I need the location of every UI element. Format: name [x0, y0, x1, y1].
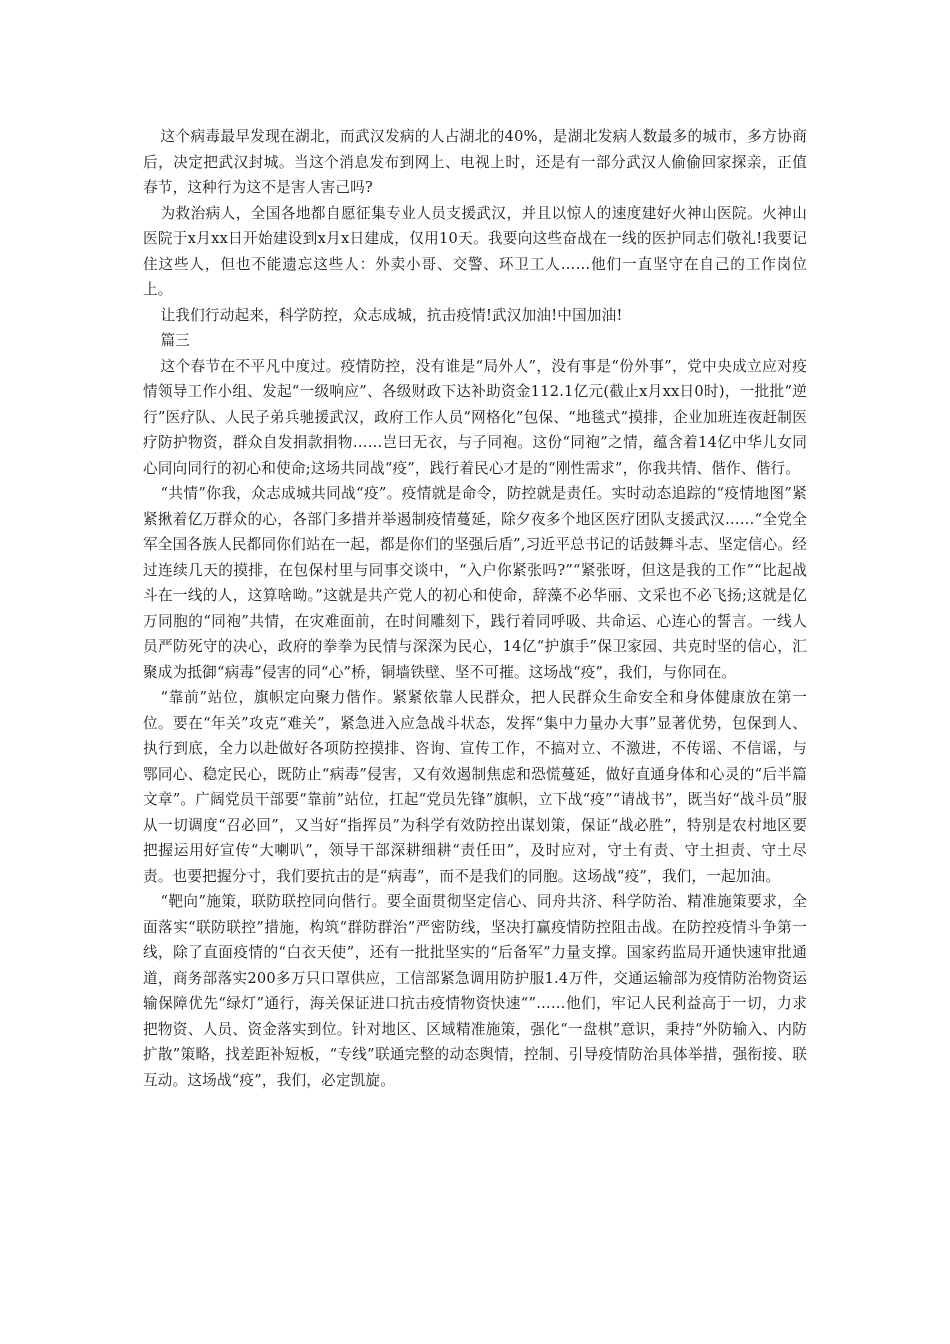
paragraph: 为救治病人，全国各地都自愿征集专业人员支援武汉，并且以惊人的速度建好火神山医院。火神山医院于x月xx日开始建设到x月x日建成，仅用10天。我要向这些奋战在一线的医护同志们敬礼!我要记住这些人，但也不能遗忘这些人：外卖小哥、交警、环卫工人……他们一直坚守在自己的工作岗位上。 [143, 204, 807, 298]
paragraph: “共情”你我，众志成城共同战“疫”。疫情就是命令，防控就是责任。实时动态追踪的“疫情地图”紧紧揪着亿万群众的心，各部门多措并举遏制疫情蔓延，除夕夜多个地区医疗团队支援武汉……“全党全军全国各族人民都同你们站在一起，都是你们的坚强后盾”,习近平总书记的话鼓舞斗志、坚定信心。经过连续几天的摸排，在包保村里与同事交谈中，“入户你紧张吗?”“紧张呀，但这是我的工作”“比起战斗在一线的人，这算啥呦。”这就是共产党人的初心和使命，辞藻不必华丽、文采也不必飞扬;这就是亿万同胞的“同袍”共情，在灾难面前，在时间雕刻下，践行着同呼吸、共命运、心连心的誓言。一线人员严防死守的决心，政府的拳拳为民情与深深为民心，14亿“护旗手”保卫家园、共克时坚的信心，汇聚成为抵御“病毒”侵害的同“心”桥，铜墙铁壁、坚不可摧。这场战“疫”，我们，与你同在。 [143, 485, 807, 681]
paragraph: 这个春节在不平凡中度过。疫情防控，没有谁是“局外人”，没有事是“份外事”，党中央成立应对疫情领导工作小组、发起“一级响应”、各级财政下达补助资金112.1亿元(截止x月xx日0时)，一批批“逆行”医疗队、人民子弟兵驰援武汉，政府工作人员“网格化”包保、“地毯式”摸排，企业加班连夜赶制医疗防护物资，群众自发捐款捐物……岂曰无衣，与子同袍。这份“同袍”之情，蕴含着14亿中华儿女同心同向同行的初心和使命;这场共同战“疫”，践行着民心才是的“刚性需求”，你我共情、偕作、偕行。 [143, 357, 807, 477]
paragraph: “靠前”站位，旗帜定向聚力偕作。紧紧依靠人民群众，把人民群众生命安全和身体健康放在第一位。要在“年关”攻克“难关”，紧急进入应急战斗状态，发挥“集中力量办大事”显著优势，包保到人、执行到底，全力以赴做好各项防控摸排、咨询、宣传工作，不搞对立、不激进，不传谣、不信谣，与鄂同心、稳定民心，既防止“病毒”侵害，又有效遏制焦虑和恐慌蔓延，做好直通身体和心灵的“后半篇文章”。广阔党员干部要“靠前”站位，扛起“党员先锋”旗帜，立下战“疫”“请战书”，既当好“战斗员”服从一切调度“召必回”，又当好“指挥员”为科学有效防控出谋划策，保证“战必胜”，特别是农村地区要把握运用好宣传“大喇叭”，领导干部深耕细耕“责任田”，及时应对，守土有责、守土担责、守土尽责。也要把握分寸，我们要抗击的是“病毒”，而不是我们的同胞。这场战“疫”，我们，一起加油。 [143, 689, 807, 885]
paragraph: 让我们行动起来，科学防控，众志成城，抗击疫情!武汉加油!中国加油! [160, 306, 623, 324]
paragraph: “靶向”施策，联防联控同向偕行。要全面贯彻坚定信心、同舟共济、科学防治、精准施策要求，全面落实“联防联控”措施，构筑“群防群治”严密防线，坚决打赢疫情防控阻击战。在防控疫情斗争第一线，除了直面疫情的“白衣天使”，还有一批批坚实的“后备军”力量支撑。国家药监局开通快速审批通道，商务部落实200多万只口罩供应，工信部紧急调用防护服1.4万件，交通运输部为疫情防治物资运输保障优先“绿灯”通行，海关保证进口抗击疫情物资快速“”……他们，牢记人民利益高于一切，力求把物资、人员、资金落实到位。针对地区、区域精准施策，强化“一盘棋”意识，秉持“外防输入、内防扩散”策略，找差距补短板，“专线”联通完整的动态舆情，控制、引导疫情防治具体举措，强衔接、联互动。这场战“疫”，我们，必定凯旋。 [143, 893, 807, 1089]
section-heading: 篇三 [160, 332, 191, 349]
paragraph: 这个病毒最早发现在湖北，而武汉发病的人占湖北的40%，是湖北发病人数最多的城市，多方协商后，决定把武汉封城。当这个消息发布到网上、电视上时，还是有一部分武汉人偷偷回家探亲，正值春节，这种行为这不是害人害己吗? [143, 128, 807, 196]
document-page [143, 124, 807, 1093]
